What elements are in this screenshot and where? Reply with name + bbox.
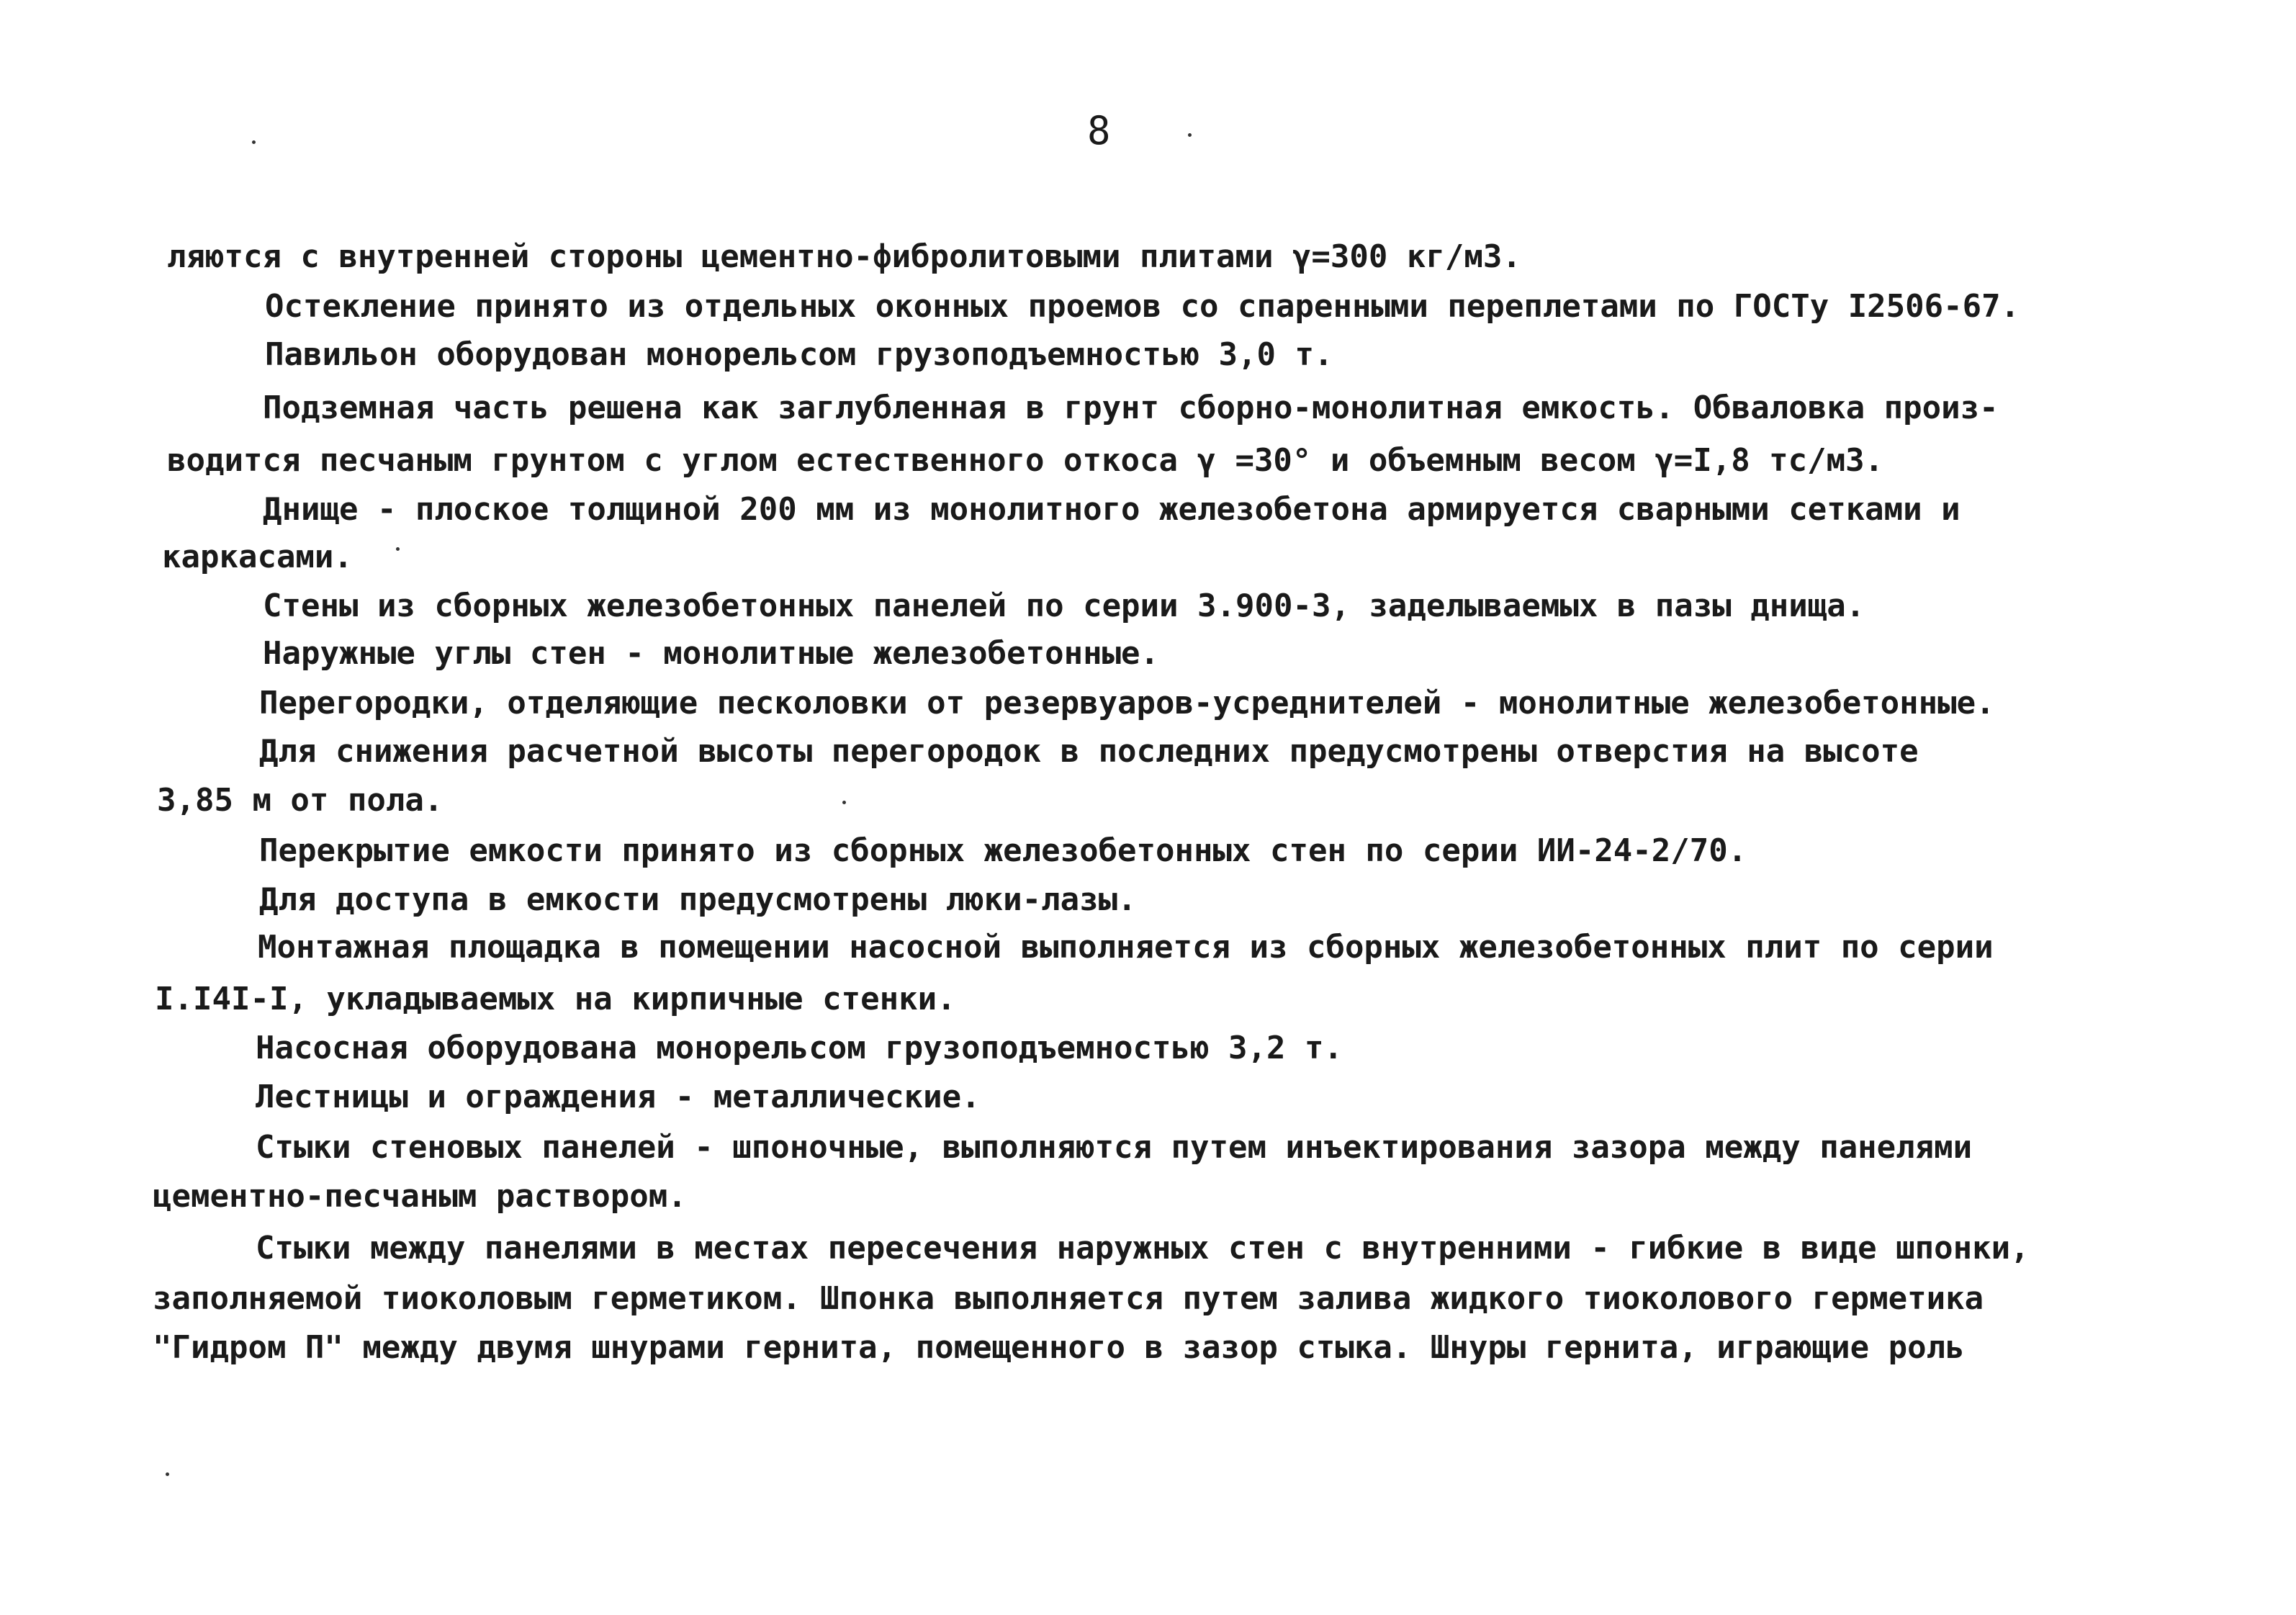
text-line: Стены из сборных железобетонных панелей по серии 3.900-3, заделываемых в пазы днища. [263, 588, 1865, 624]
text-line: Стыки между панелями в местах пересечения наружных стен с внутренними - гибкие в виде шпонки, [256, 1230, 2030, 1267]
text-line: Подземная часть решена как заглубленная в грунт сборно-монолитная емкость. Обваловка произ- [263, 390, 1999, 426]
text-line: заполняемой тиоколовым герметиком. Шпонка выполняется путем залива жидкого тиоколового герметика [153, 1280, 1984, 1317]
scan-speck [842, 801, 846, 804]
scan-speck [252, 140, 256, 144]
text-line: каркасами. [162, 539, 353, 575]
text-line: Днище - плоское толщиной 200 мм из монолитного железобетона армируется сварными сетками и [263, 491, 1960, 528]
text-line: Перекрытие емкости принято из сборных железобетонных стен по серии ИИ-24-2/70. [259, 832, 1747, 869]
text-line: Стыки стеновых панелей - шпоночные, выполняются путем инъектирования зазора между панелями [256, 1129, 1973, 1166]
text-line: "Гидром П" между двумя шнурами гернита, помещенного в зазор стыка. Шнуры гернита, играющие роль [153, 1329, 1965, 1366]
text-line: Для снижения расчетной высоты перегородок в последних предусмотрены отверстия на высоте [259, 733, 1919, 770]
page-number: 8 [1087, 108, 1111, 153]
text-line: 3,85 м от пола. [157, 782, 444, 819]
text-line: I.I4I-I, укладываемых на кирпичные стенки. [155, 981, 956, 1017]
text-line: Наружные углы стен - монолитные железобетонные. [263, 635, 1160, 672]
text-line: Монтажная площадка в помещении насосной выполняется из сборных железобетонных плит по серии [258, 929, 1994, 966]
scan-speck [166, 1472, 169, 1476]
text-line: Насосная оборудована монорельсом грузоподъемностью 3,2 т. [256, 1030, 1343, 1066]
text-line: Павильон оборудован монорельсом грузоподъемностью 3,0 т. [265, 336, 1333, 373]
text-line: Для доступа в емкости предусмотрены люки-лазы. [259, 881, 1137, 918]
text-line: цементно-песчаным раствором. [153, 1178, 687, 1215]
scan-speck [1188, 133, 1192, 137]
text-line: Остекление принято из отдельных оконных проемов со спаренными переплетами по ГОСТу I2506-67. [265, 288, 2020, 325]
scan-speck [396, 547, 400, 551]
text-line: ляются с внутренней стороны цементно-фибролитовыми плитами γ=300 кг/м3. [167, 238, 1521, 275]
text-line: водится песчаным грунтом с углом естественного откоса γ =30° и объемным весом γ=I,8 тс/м3. [167, 442, 1884, 479]
text-line: Лестницы и ограждения - металлические. [256, 1079, 981, 1115]
text-line: Перегородки, отделяющие песколовки от резервуаров-усреднителей - монолитные железобетонные. [259, 685, 1995, 721]
